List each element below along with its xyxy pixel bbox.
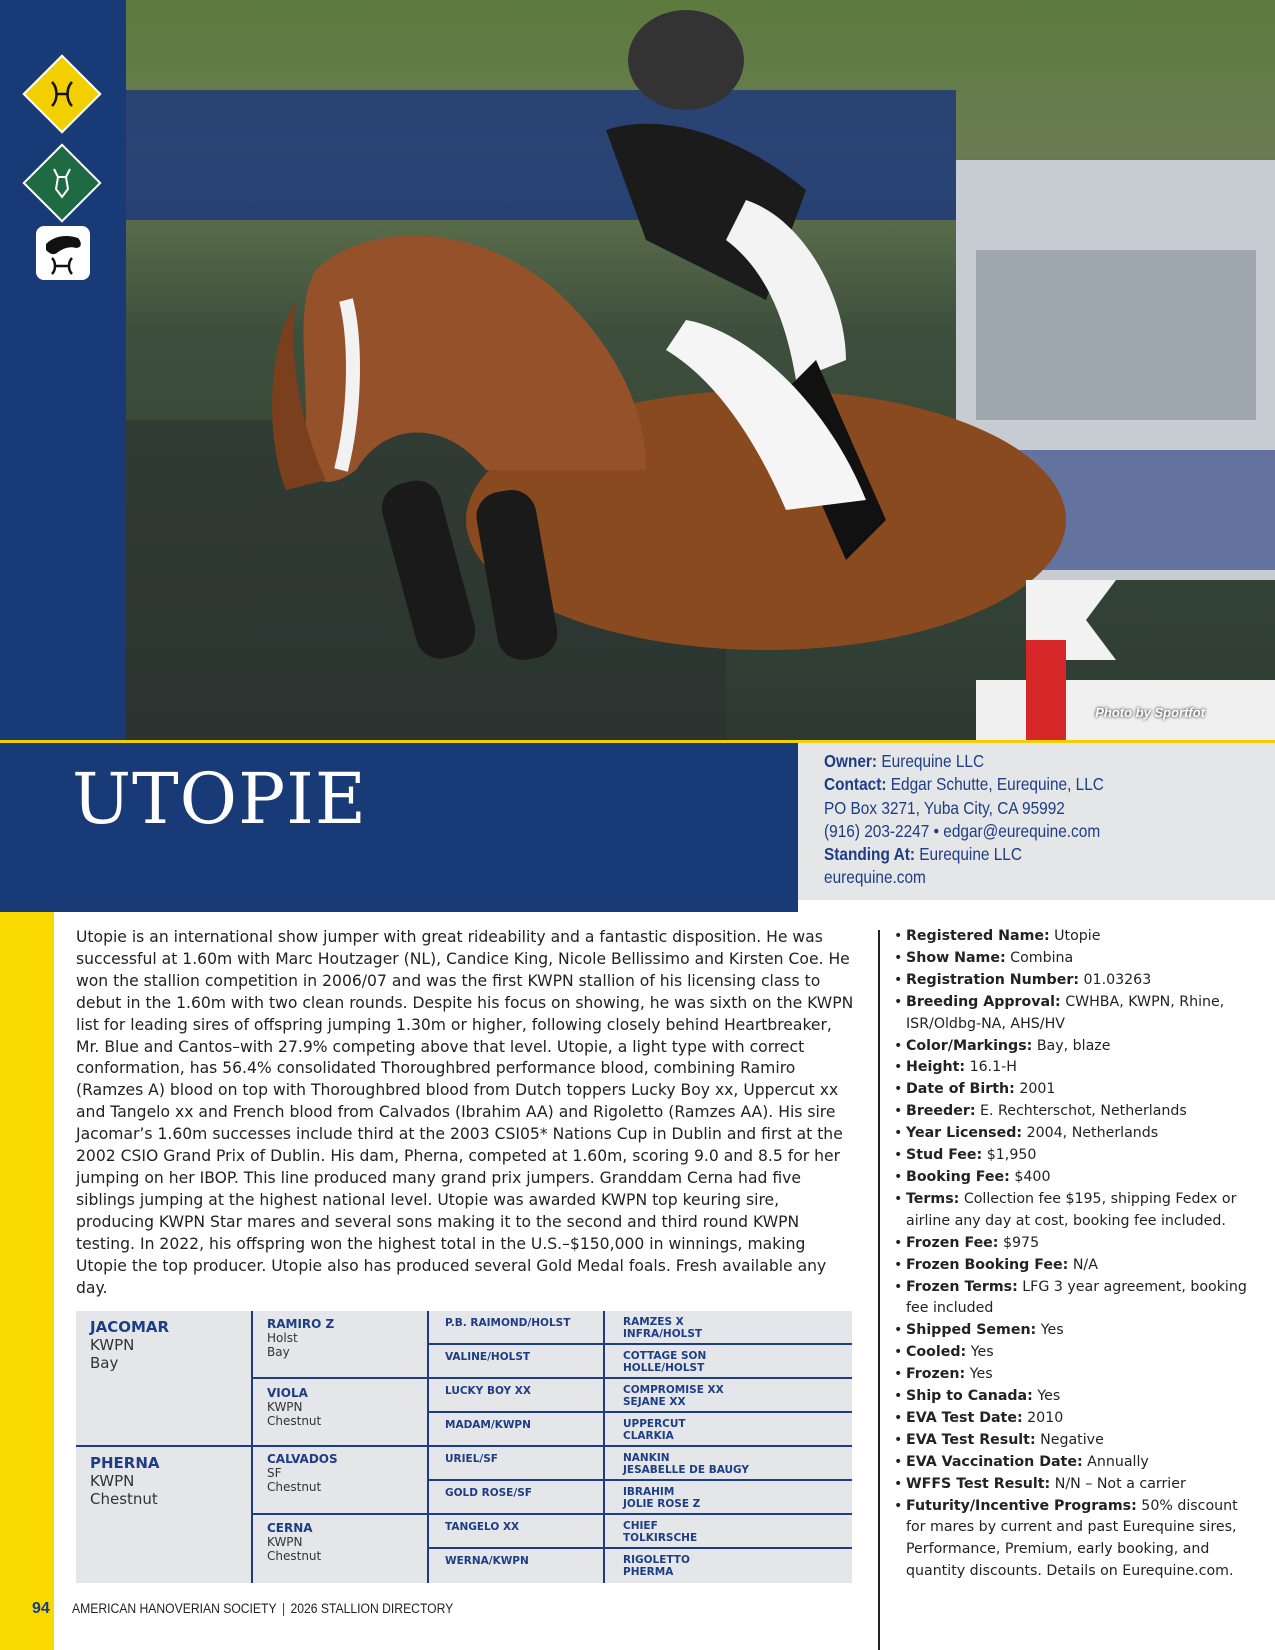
fact-label: EVA Test Date: [906, 1409, 1023, 1426]
fact-value: CWHBA, KWPN, Rhine, ISR/Oldbg-NA, AHS/HV [906, 993, 1225, 1032]
fact-item [894, 1145, 1254, 1167]
stallion-jumping-photo [126, 0, 1275, 740]
gen4-dam: PHERMA [623, 1566, 674, 1578]
fact-item [894, 1189, 1254, 1233]
gen4-dam: HOLLE/HOLST [623, 1362, 705, 1374]
pedigree-gen4 [623, 1350, 706, 1374]
fact-value: $975 [1003, 1234, 1040, 1251]
gen2-color: Chestnut [267, 1480, 322, 1494]
fact-label: Frozen Booking Fee: [906, 1256, 1069, 1273]
fact-label: Breeding Approval: [906, 993, 1061, 1010]
fact-value: 50% discount for mares by current and past Eurequine sires, Performance, Premium, early booking, and quantity discounts. Details on Eurequine.com. [906, 1497, 1238, 1580]
fact-value: Combina [1010, 949, 1074, 966]
dam-breed: KWPN [90, 1472, 135, 1490]
fact-item [894, 1167, 1254, 1189]
fact-label: Breeder: [906, 1103, 976, 1120]
fact-value: E. Rechterschot, Netherlands [980, 1103, 1187, 1120]
horse-head-logo-icon [36, 226, 90, 280]
website-link[interactable]: eurequine.com [824, 867, 926, 888]
gen2-name: CALVADOS [267, 1452, 338, 1466]
pedigree-gen4 [623, 1486, 700, 1510]
fact-value: Yes [1040, 1322, 1064, 1339]
pedigree-sire [90, 1318, 169, 1372]
phone-email[interactable]: (916) 203-2247 • edgar@eurequine.com [824, 820, 1101, 841]
stallion-description: Utopie is an international show jumper with great rideability and a fantastic disposition. He was successful at 1.60m with Marc Houtzager (NL), Candice King, Nicole Bellissimo and Kirsten Coe. He won the stallion competition in 2006/07 and was the first KWPN stallion of his licensing class to debut in the 1.60m with two clean rounds. Despite his focus on showing, he was sixth on the KWPN list for leading sires of offspring jumping 1.30m or higher, following closely behind Heartbreaker, Mr. Blue and Cantos–with 27.9% competing above that level. Utopie, a light type with correct conformation, has 56.4% consolidated Thoroughbred performance blood, combining Ramiro (Ramzes A) blood on top with Thoroughbred blood from Dutch toppers Lucky Boy xx, Uppercut xx and Tangelo xx and French blood from Calvados (Ibrahim AA) and Rigoletto (Ramzes AA). His sire Jacomar’s 1.60m successes include third at the 2003 CSI05* Nations Cup in Dublin and first at the 2002 CSIO Grand Prix of Dublin. His dam, Pherna, competed at 1.60m, scoring 9.0 and 8.5 for her jumping on her IBOP. This line produced many grand prix jumpers. Granddam Cerna had five siblings jumping at the highest national level. Utopie was awarded KWPN top keuring sire, producing KWPN Star mares and several sons making it to the second and third round KWPN testing. In 2022, his offspring won the highest total in the U.S.–$150,000 in winnings, making Utopie the top producer. Utopie also has produced several Gold Medal foals. Fresh available any day. [76, 928, 854, 1297]
page-footer [72, 1601, 453, 1616]
sire-color: Bay [90, 1354, 119, 1372]
fact-item [894, 1101, 1254, 1123]
fact-item [894, 1408, 1254, 1430]
pedigree-gen3: GOLD ROSE/SF [445, 1487, 532, 1499]
pedigree-divider [427, 1311, 429, 1583]
fact-label: Stud Fee: [906, 1147, 983, 1164]
pedigree-divider [428, 1343, 852, 1345]
stallion-facts-list [894, 926, 1254, 1583]
fact-label: Date of Birth: [906, 1081, 1015, 1098]
gen2-breed: KWPN [267, 1535, 303, 1549]
fact-label: WFFS Test Result: [906, 1475, 1051, 1492]
fact-value: Yes [1037, 1388, 1061, 1405]
pedigree-dam [90, 1454, 160, 1508]
fact-item [894, 1386, 1254, 1408]
pedigree-divider [251, 1311, 253, 1583]
fact-item [894, 1430, 1254, 1452]
fact-value: N/N – Not a carrier [1054, 1475, 1186, 1492]
gen2-color: Chestnut [267, 1414, 322, 1428]
fact-item [894, 948, 1254, 970]
page-number: 94 [32, 1600, 50, 1617]
fact-value: $400 [1014, 1168, 1051, 1185]
fact-label: Frozen Fee: [906, 1234, 999, 1251]
pedigree-gen4 [623, 1520, 697, 1544]
contact-value: Edgar Schutte, Eurequine, LLC [890, 774, 1104, 795]
pedigree-grandsire [267, 1452, 338, 1494]
fact-value: Yes [969, 1366, 993, 1383]
fact-item [894, 1079, 1254, 1101]
fact-value: 2004, Netherlands [1026, 1125, 1159, 1142]
gen2-color: Bay [267, 1345, 290, 1359]
fact-item [894, 1496, 1254, 1584]
owner-label: Owner: [824, 751, 878, 771]
fact-value: 16.1-H [969, 1059, 1017, 1076]
photo-credit: Photo by Sportfot [1095, 705, 1205, 720]
pedigree-divider [428, 1411, 852, 1413]
gen4-sire: RIGOLETTO [623, 1554, 690, 1566]
fact-item [894, 1364, 1254, 1386]
column-divider [878, 930, 880, 1650]
fact-value: 2010 [1027, 1409, 1064, 1426]
fact-value: Annually [1087, 1453, 1149, 1470]
standing-value: Eurequine LLC [919, 844, 1022, 865]
fact-value: LFG 3 year agreement, booking fee included [906, 1278, 1247, 1317]
fact-value: Bay, blaze [1036, 1037, 1111, 1054]
fact-item [894, 1255, 1254, 1277]
horse-name-title: UTOPIE [72, 758, 367, 840]
gen2-name: CERNA [267, 1521, 313, 1535]
owner-value: Eurequine LLC [881, 751, 985, 771]
gen4-dam: CLARKIA [623, 1430, 674, 1442]
gen2-name: RAMIRO Z [267, 1317, 335, 1331]
gen4-dam: SEJANE XX [623, 1396, 686, 1408]
fact-value: $1,950 [986, 1147, 1037, 1164]
fact-item [894, 1474, 1254, 1496]
pedigree-gen4 [623, 1452, 749, 1476]
fact-item [894, 1277, 1254, 1321]
fact-value: 01.03263 [1083, 971, 1152, 988]
yellow-side-strip [0, 912, 54, 1650]
pedigree-divider [428, 1547, 852, 1549]
gen4-sire: COTTAGE SON [623, 1350, 707, 1362]
fact-item [894, 1123, 1254, 1145]
pedigree-divider [603, 1311, 605, 1583]
publication-name: AMERICAN HANOVERIAN SOCIETY [72, 1601, 277, 1616]
gen4-dam: TOLKIRSCHE [623, 1532, 698, 1544]
gen4-dam: INFRA/HOLST [623, 1328, 703, 1340]
pedigree-gen3: WERNA/KWPN [445, 1555, 529, 1567]
fact-label: Color/Markings: [906, 1037, 1033, 1054]
gen4-sire: CHIEF [623, 1520, 658, 1532]
fact-value: Utopie [1054, 928, 1101, 944]
fact-label: Frozen Terms: [906, 1278, 1018, 1295]
address: PO Box 3271, Yuba City, CA 95992 [824, 797, 1065, 818]
fact-value: Negative [1040, 1431, 1104, 1448]
pedigree-divider [76, 1445, 852, 1447]
gen4-dam: JOLIE ROSE Z [623, 1498, 701, 1510]
gen4-dam: JESABELLE DE BAUGY [623, 1464, 750, 1476]
fact-item [894, 970, 1254, 992]
fact-label: Height: [906, 1059, 966, 1076]
gen2-color: Chestnut [267, 1549, 322, 1563]
pedigree-grandsire [267, 1317, 334, 1359]
fact-item [894, 992, 1254, 1036]
sire-name: JACOMAR [90, 1318, 170, 1336]
pedigree-gen4 [623, 1316, 702, 1340]
pedigree-granddam [267, 1386, 321, 1428]
fact-label: Futurity/Incentive Programs: [906, 1497, 1137, 1514]
gen4-sire: RAMZES X [623, 1316, 684, 1328]
pedigree-gen3: MADAM/KWPN [445, 1419, 531, 1431]
pedigree-divider [252, 1513, 852, 1515]
pedigree-chart [76, 1311, 852, 1583]
fact-label: Frozen: [906, 1366, 966, 1383]
gen2-name: VIOLA [267, 1386, 308, 1400]
fact-label: Cooled: [906, 1344, 967, 1361]
fact-value: Collection fee $195, shipping Fedex or airline any day at cost, booking fee included. [906, 1190, 1237, 1229]
pedigree-gen3: URIEL/SF [445, 1453, 498, 1465]
fact-item [894, 1057, 1254, 1079]
fact-label: EVA Test Result: [906, 1431, 1036, 1448]
sire-breed: KWPN [90, 1336, 135, 1354]
gen4-sire: IBRAHIM [623, 1486, 675, 1498]
fact-item [894, 1233, 1254, 1255]
fact-item [894, 1342, 1254, 1364]
contact-info [824, 750, 1104, 890]
pedigree-gen3: TANGELO XX [445, 1521, 520, 1533]
fact-label: Booking Fee: [906, 1168, 1010, 1185]
directory-name: 2026 STALLION DIRECTORY [290, 1601, 454, 1616]
footer-separator: | [281, 1601, 286, 1616]
rheinland-horse-icon [22, 143, 101, 222]
gen4-sire: UPPERCUT [623, 1418, 686, 1430]
fact-label: Show Name: [906, 949, 1006, 966]
contact-label: Contact: [824, 774, 887, 795]
gen2-breed: Holst [267, 1331, 298, 1345]
fact-label: Registered Name: [906, 928, 1050, 944]
gen2-breed: SF [267, 1466, 282, 1480]
pedigree-granddam [267, 1521, 321, 1563]
fact-label: Ship to Canada: [906, 1388, 1033, 1405]
fact-label: Shipped Semen: [906, 1322, 1037, 1339]
pedigree-divider [428, 1479, 852, 1481]
dam-name: PHERNA [90, 1454, 160, 1472]
pedigree-gen3: VALINE/HOLST [445, 1351, 531, 1363]
pedigree-gen3: LUCKY BOY XX [445, 1385, 531, 1397]
fact-item [894, 1320, 1254, 1342]
gen2-breed: KWPN [267, 1400, 303, 1414]
fact-label: Registration Number: [906, 971, 1080, 988]
pedigree-gen4 [623, 1384, 724, 1408]
breed-badge-strip [0, 0, 126, 740]
pedigree-gen4 [623, 1554, 690, 1578]
hanoverian-h-icon [22, 54, 101, 133]
fact-label: Year Licensed: [906, 1125, 1023, 1142]
pedigree-divider [252, 1377, 852, 1379]
fact-item [894, 926, 1254, 948]
pedigree-gen3: P.B. RAIMOND/HOLST [445, 1317, 571, 1329]
fact-label: Terms: [906, 1190, 960, 1207]
fact-item [894, 1036, 1254, 1058]
fact-value: Yes [970, 1344, 994, 1361]
fact-value: N/A [1072, 1256, 1098, 1273]
gen4-sire: NANKIN [623, 1452, 670, 1464]
dam-color: Chestnut [90, 1490, 158, 1508]
standing-label: Standing At: [824, 844, 915, 865]
pedigree-gen4 [623, 1418, 686, 1442]
fact-value: 2001 [1019, 1081, 1056, 1098]
fact-item [894, 1452, 1254, 1474]
fact-label: EVA Vaccination Date: [906, 1453, 1083, 1470]
gen4-sire: COMPROMISE XX [623, 1384, 724, 1396]
